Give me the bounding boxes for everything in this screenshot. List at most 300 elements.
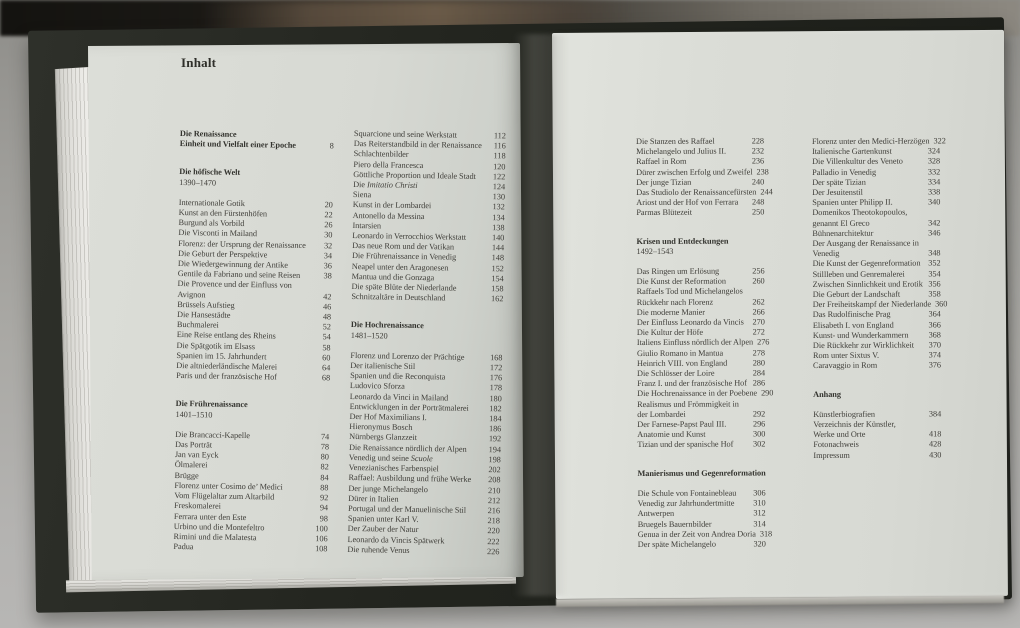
toc-entry-label: Florenz und Lorenzo der Prächtige (350, 350, 465, 362)
toc-entry-label: Der Farnese-Papst Paul III. (637, 419, 727, 430)
toc-entry-label: Die höfische Welt (179, 167, 241, 178)
toc-page-number: 94 (319, 503, 329, 513)
toc-entry-label: Caravaggio in Rom (812, 361, 878, 371)
toc-page-number: 152 (491, 263, 504, 274)
toc-entry (637, 277, 765, 288)
toc-entry-label: Die Spätgotik im Elsass (176, 340, 256, 351)
toc-entry-label: Das Porträt (174, 440, 213, 450)
toc-entry (813, 279, 941, 290)
toc-entry (636, 157, 764, 168)
toc-page-number: 302 (753, 439, 766, 449)
toc-entry (813, 351, 941, 362)
toc-entry (637, 307, 765, 318)
toc-page-number: 270 (752, 317, 765, 327)
toc-entry-label: Kunst an den Fürstenhöfen (178, 208, 268, 219)
toc-entry-label: Dürer in Italien (348, 493, 399, 504)
toc-page-number: 352 (928, 258, 941, 268)
toc-page-number: 178 (489, 383, 503, 393)
toc-page-number: 212 (487, 495, 501, 506)
toc-entry-label: Künstlerbiografien (813, 409, 876, 419)
toc-entry-label: Tizian und der spanische Hof (637, 440, 734, 450)
toc-entry (812, 238, 940, 259)
toc-page-number: 22 (324, 210, 333, 220)
toc-entry-label: Paris und der französische Hof (176, 371, 277, 382)
toc-page-number: 84 (320, 472, 329, 483)
toc-entry-label: Die altniederländische Malerei (176, 361, 278, 372)
toc-page-number: 100 (315, 523, 328, 534)
toc-entry (812, 157, 940, 168)
toc-page-number: 198 (488, 455, 501, 465)
toc-column-right-2 (812, 136, 948, 460)
toc-entry (812, 136, 946, 147)
toc-entry (813, 289, 941, 300)
toc-entry-label: Die späte Blüte der Niederlande (351, 282, 457, 293)
toc-entry-label: Die Hochrenaissance (350, 320, 424, 331)
toc-page-number: 48 (322, 312, 332, 322)
toc-entry (351, 292, 503, 305)
toc-page-number: 260 (752, 276, 765, 286)
toc-entry (638, 509, 766, 520)
toc-entry (636, 208, 764, 219)
toc-page-number: 266 (752, 307, 765, 317)
toc-entry-label: Der späte Michelangelo (637, 539, 716, 549)
toc-page-number: 42 (323, 291, 332, 302)
toc-entry (813, 440, 941, 451)
toc-page-number: 144 (491, 243, 505, 253)
toc-entry-label: Die Visconti in Mailand (178, 228, 258, 239)
toc-entry (636, 198, 764, 209)
toc-page-number: 34 (323, 251, 333, 261)
toc-page-number: 340 (927, 197, 941, 207)
toc-entry (637, 328, 765, 339)
toc-page-number: 286 (752, 378, 766, 388)
toc-entry (638, 499, 766, 510)
toc-section-heading (637, 468, 765, 479)
toc-entry (637, 430, 765, 441)
toc-page-number: 376 (928, 360, 942, 370)
toc-page-number: 320 (753, 539, 766, 549)
toc-entry (813, 330, 941, 341)
toc-entry-label: Der junge Tizian (636, 177, 692, 187)
toc-page-number: 80 (320, 452, 329, 462)
toc-entry (812, 228, 940, 239)
toc-entry-label: Die Renaissance nördlich der Alpen (348, 442, 467, 454)
toc-page-number: 222 (487, 536, 500, 546)
toc-entry (637, 317, 765, 328)
toc-entry-label: Anatomie und Kunst (637, 429, 706, 440)
toc-entry-label: Spanien unter Karl V. (347, 514, 419, 525)
toc-entry-label: Bruegels Bauernbilder (637, 519, 712, 529)
toc-page-number: 32 (323, 240, 333, 251)
toc-entry-label: Die Schule von Fontainebleau (637, 488, 737, 498)
toc-entry-label: Burgund als Vorbild (178, 218, 245, 229)
toc-page-number: 8 (329, 141, 334, 151)
toc-entry-label: Fotonachweis (813, 440, 859, 450)
toc-entry-label: Freskomalerei (174, 501, 221, 511)
toc-page-number: 324 (927, 146, 941, 156)
toc-page-number: 356 (928, 279, 941, 289)
toc-page-number: 256 (752, 266, 765, 276)
toc-page-number: 106 (315, 534, 328, 544)
toc-page-number: 162 (490, 294, 504, 304)
toc-section-heading (175, 399, 329, 422)
toc-page-number: 318 (759, 529, 773, 539)
toc-entry-label: Die Frührenaissance (175, 399, 248, 410)
toc-section-heading (813, 389, 941, 400)
toc-page-number: 186 (488, 424, 502, 434)
toc-entry (812, 187, 940, 198)
toc-page-number: 250 (752, 207, 765, 217)
toc-entry-label: Jan van Eyck (174, 450, 219, 460)
toc-entry-label: Das Studiolo der Renaissancefürsten (636, 187, 757, 198)
toc-entry-label: Raffaels Tod und Michelangelos (636, 286, 743, 297)
toc-page-number: 220 (487, 526, 500, 536)
toc-entry-label: Elisabeth I. von England (812, 320, 894, 330)
toc-page-number: 262 (752, 297, 765, 307)
toc-entry (813, 409, 941, 420)
toc-entry-label: Squarcione und seine Werkstatt (353, 129, 457, 140)
toc-page-number: 36 (323, 261, 332, 271)
toc-entry-label: Genua in der Zeit von Andrea Doria (637, 529, 756, 539)
toc-entry (813, 269, 941, 280)
toc-entry-label: Mantua und die Gonzaga (351, 271, 435, 283)
toc-page-number: 116 (493, 141, 506, 151)
toc-entry (637, 529, 773, 540)
toc-page-number: 348 (928, 248, 941, 258)
toc-entry-label: Stillleben und Genremalerei (812, 269, 905, 279)
toc-entry-label: Die ruhende Venus (347, 544, 410, 555)
toc-entry-label: Florenz unter den Medici-Herzögen (812, 136, 930, 146)
toc-entry-label: Das Ringen um Erlösung (636, 266, 720, 277)
toc-section-date: 1492–1543 (636, 246, 674, 256)
toc-entry-label: Domenikos Theotokopoulos, (812, 208, 908, 218)
toc-entry-label: Der italienische Stil (350, 361, 416, 372)
toc-page-number: 64 (321, 363, 331, 373)
toc-page-number: 74 (320, 432, 330, 442)
toc-column-left-1 (173, 129, 334, 555)
toc-entry-label: Das Reiterstandbild in der Renaissance (353, 139, 482, 151)
toc-entry-label: Entwicklungen in der Porträtmalerei (349, 401, 469, 413)
toc-page-number: 292 (752, 409, 766, 419)
toc-entry-label: Nürnbergs Glanzzeit (349, 432, 418, 443)
toc-entry-label: Venedig und seine Scuole (348, 452, 433, 464)
toc-entry-label: Anhang (813, 389, 841, 399)
toc-page-number: 370 (928, 340, 941, 350)
toc-page-number: 88 (320, 483, 329, 493)
toc-page-number: 184 (489, 414, 502, 424)
toc-page-number: 314 (753, 518, 766, 528)
toc-entry (638, 519, 766, 530)
toc-entry (812, 208, 940, 229)
toc-entry (637, 266, 765, 277)
toc-page-number: 284 (752, 368, 766, 378)
toc-page-number: 158 (491, 284, 504, 294)
toc-entry-label: Schnitzaltäre in Deutschland (351, 292, 446, 303)
toc-entry-label: Michelangelo und Julius II. (636, 146, 726, 157)
toc-page-number: 332 (927, 167, 941, 177)
toc-page-number: 112 (493, 131, 506, 141)
toc-page-number: 238 (756, 167, 769, 177)
toc-entry-label: Die Renaissance (179, 129, 237, 139)
toc-page-number: 240 (751, 177, 765, 187)
toc-page-number: 192 (488, 434, 502, 444)
toc-entry-label: Einheit und Vielfalt einer Epoche (179, 139, 297, 151)
toc-page-number: 108 (315, 544, 328, 554)
toc-section-heading (179, 167, 333, 190)
toc-entry (813, 341, 941, 352)
toc-entry (637, 420, 765, 431)
toc-entry (636, 147, 764, 158)
toc-entry-label: Antwerpen (637, 509, 675, 519)
toc-entry-label: Die Villenkultur des Veneto (812, 157, 903, 167)
toc-entry-label: Intarsien (352, 220, 382, 231)
toc-page-number: 226 (487, 546, 500, 557)
toc-page-number: 148 (491, 253, 505, 263)
toc-entry (637, 287, 765, 308)
toc-page-number: 120 (493, 161, 506, 171)
toc-entry (812, 177, 940, 188)
toc-entry-label: Leonardo in Verrocchios Werkstatt (352, 231, 467, 242)
toc-entry-label: Brüssels Aufstieg (177, 299, 235, 310)
page-title: Inhalt (181, 55, 217, 70)
toc-entry (813, 420, 941, 441)
toc-entry-label: Die Provence und der Einfluss von (177, 279, 292, 291)
toc-entry-label: Der Zauber der Natur (347, 524, 419, 535)
toc-page-number: 366 (928, 320, 941, 330)
toc-entry-label: Venedig (812, 249, 840, 259)
toc-entry (637, 399, 765, 420)
toc-entry-label: Kunst in der Lombardei (352, 200, 432, 211)
toc-page-number: 60 (322, 353, 331, 363)
toc-entry-label: Der Einfluss Leonardo da Vincis (636, 317, 744, 328)
toc-entry-label: Rückkehr nach Florenz (636, 297, 714, 307)
toc-page-number: 334 (927, 177, 941, 187)
toc-page-number: 296 (752, 419, 766, 429)
toc-entry-label: Leonardo da Vincis Spätwerk (347, 534, 445, 545)
toc-section-heading (351, 320, 503, 343)
toc-entry-label: Spanien unter Philipp II. (812, 197, 893, 208)
toc-entry-label: Portugal und der Manuelinische Stil (347, 503, 467, 515)
toc-page-number: 290 (761, 388, 774, 398)
toc-entry-label: Realismus und Frömmigkeit in (637, 399, 739, 409)
toc-entry-label: Vom Flügelaltar zum Altarbild (174, 491, 275, 502)
toc-page-number: 276 (757, 337, 770, 347)
toc-page-number: 368 (928, 330, 941, 340)
toc-page-number: 232 (751, 146, 765, 156)
toc-page-number: 428 (929, 439, 942, 449)
toc-entry-label: Spanien im 15. Jahrhundert (176, 350, 267, 362)
toc-page-number: 430 (929, 450, 942, 460)
toc-entry-label: Das neue Rom und der Vatikan (352, 241, 455, 252)
toc-entry-label: Franz I. und der französische Hof (637, 378, 747, 389)
toc-entry-label: Die Wiedergewinnung der Antike (177, 259, 289, 270)
toc-entry-label: Ölmalerei (174, 460, 208, 470)
toc-entry (637, 388, 774, 400)
toc-entry-label: Impressum (813, 450, 850, 460)
toc-page-number: 358 (928, 289, 941, 299)
toc-entry-label: Bühnenarchitektur (812, 228, 874, 238)
toc-entry-label: Florenz unter Cosimo de’ Medici (174, 480, 283, 492)
toc-entry-label: Palladio in Venedig (812, 167, 877, 177)
toc-page-number: 132 (492, 202, 505, 212)
toc-entry-label: Zwischen Sinnlichkeit und Erotik (812, 279, 923, 289)
toc-page-number: 38 (323, 271, 332, 281)
toc-page-number: 328 (927, 156, 941, 166)
toc-entry-label: Florenz: der Ursprung der Renaissance (178, 238, 306, 250)
toc-page-number: 210 (487, 485, 501, 495)
toc-page-number: 134 (492, 212, 505, 223)
toc-entry (637, 358, 765, 369)
toc-page-number: 310 (753, 498, 766, 508)
toc-page-number: 180 (489, 393, 502, 404)
toc-page-number: 54 (322, 332, 331, 342)
toc-entry-label: Siena (352, 190, 372, 200)
toc-entry-label: Raffael: Ausbildung und frühe Werke (348, 473, 472, 485)
toc-page-number: 248 (751, 197, 765, 207)
toc-page-number: 338 (927, 187, 941, 197)
toc-entry-label: Die Kunst der Reformation (636, 276, 726, 287)
toc-page-number: 216 (487, 506, 501, 516)
toc-entry-label: Die Rückkehr zur Wirklichkeit (812, 340, 914, 351)
toc-page-number: 78 (320, 442, 330, 452)
toc-entry-label: Die moderne Manier (636, 307, 706, 317)
toc-page-number: 140 (491, 233, 505, 243)
toc-entry (636, 136, 764, 147)
toc-entry-label: Der Hof Maximilians I. (349, 412, 427, 423)
toc-entry-label: Dürer zwischen Erfolg und Zweifel (636, 167, 753, 177)
toc-entry (637, 440, 765, 451)
toc-section-date: 1390–1470 (179, 177, 217, 188)
toc-entry (812, 167, 940, 178)
toc-section-heading (180, 129, 334, 152)
toc-page-number: 364 (928, 309, 941, 319)
toc-page-number: 52 (322, 322, 331, 332)
toc-entry-label: Der Ausgang der Renaissance in (812, 238, 919, 249)
toc-entry-label: Ferrara unter den Este (173, 511, 247, 522)
toc-page-number: 236 (751, 156, 765, 166)
toc-column-left-2 (347, 129, 506, 557)
toc-entry-label: Kunst- und Wunderkammern (812, 330, 909, 340)
toc-entry-label: Verzeichnis der Künstler, (813, 419, 896, 430)
toc-page-number: 154 (491, 274, 504, 284)
toc-page-number: 208 (488, 475, 501, 485)
toc-entry-label: Internationale Gotik (178, 197, 245, 208)
toc-entry-label: genannt El Greco (812, 218, 870, 228)
toc-entry-label: Die Kunst der Gegenreformation (812, 258, 921, 269)
toc-entry-label: Leonardo da Vinci in Mailand (349, 391, 449, 403)
toc-entry-label: Die Hochrenaissance in der Poebene (637, 388, 758, 399)
toc-entry-label: Der Jesuitenstil (812, 187, 863, 198)
toc-entry-label: Die Schlösser der Loire (637, 368, 715, 379)
toc-page-number: 384 (928, 409, 942, 419)
toc-page-number: 176 (489, 373, 503, 383)
toc-entry (636, 337, 770, 349)
toc-entry-label: Die Hansestädte (177, 310, 231, 320)
toc-page-number: 272 (752, 327, 765, 337)
toc-entry-label: Urbino und die Montefeltro (173, 521, 265, 533)
toc-entry-label: Giulio Romano in Mantua (636, 348, 724, 358)
toc-entry (813, 259, 941, 270)
toc-page-number: 30 (324, 230, 333, 240)
toc-entry-label: Der Freiheitskampf der Niederlande (812, 299, 932, 310)
toc-page-number: 202 (488, 465, 501, 475)
toc-entry (177, 279, 331, 302)
toc-entry-label: Piero della Francesca (353, 159, 424, 170)
toc-entry (638, 539, 766, 550)
toc-page-number: 82 (320, 462, 329, 472)
toc-page-number: 98 (319, 513, 328, 523)
toc-entry-label: Hieronymus Bosch (349, 422, 413, 433)
toc-page-number: 354 (928, 269, 941, 279)
toc-page-number: 26 (324, 220, 333, 230)
toc-page-number: 360 (935, 299, 948, 309)
toc-page-number: 418 (928, 429, 942, 439)
toc-page-number: 58 (322, 342, 331, 353)
toc-entry-label: Venezianisches Farbenspiel (348, 463, 439, 474)
toc-entry (176, 371, 330, 384)
toc-entry-label: Buchmalerei (176, 320, 219, 330)
toc-section-date: 1401–1510 (175, 409, 213, 420)
toc-entry-label: Die Stanzen des Raffael (636, 136, 715, 146)
toc-entry (812, 198, 940, 209)
toc-page-number: 124 (492, 182, 506, 192)
toc-entry-label: Rom unter Sixtus V. (812, 350, 880, 361)
toc-entry (636, 187, 773, 198)
toc-entry-label: Raffael in Rom (636, 157, 687, 167)
toc-page-number: 278 (752, 348, 765, 358)
toc-page-number: 306 (753, 488, 766, 498)
toc-page-number: 68 (321, 373, 331, 383)
toc-entry (813, 320, 941, 331)
toc-column-right-1 (636, 136, 774, 550)
toc-entry-label: Die Brancacci-Kapelle (175, 429, 250, 441)
toc-page-number: 228 (751, 136, 765, 146)
toc-entry-label: Göttliche Proportion und Ideale Stadt (353, 169, 476, 181)
toc-section-heading (636, 236, 764, 257)
toc-entry-label: Die Frührenaissance in Venedig (351, 251, 457, 263)
toc-entry-label: Rimini und die Malatesta (173, 531, 257, 543)
toc-page-number: 280 (752, 358, 766, 368)
toc-entry-label: Neapel unter den Aragonesen (351, 261, 449, 273)
toc-entry (637, 369, 765, 380)
toc-entry-label: Eine Reise entlang des Rheins (176, 330, 276, 341)
toc-entry-label: Heinrich VIII. von England (636, 358, 728, 368)
toc-page-number: 130 (492, 192, 506, 202)
toc-page-number: 118 (493, 151, 506, 161)
toc-entry-label: Krisen und Entdeckungen (636, 236, 729, 246)
toc-page-number: 346 (928, 228, 941, 238)
toc-page-number: 342 (928, 218, 941, 228)
toc-entry-label: Werke und Orte (813, 430, 866, 440)
toc-page-number: 244 (760, 187, 773, 197)
toc-page-number: 300 (752, 429, 766, 439)
toc-entry-label: Parmas Blütezeit (636, 208, 693, 218)
toc-page-number: 20 (324, 200, 333, 210)
toc-entry (637, 348, 765, 359)
toc-page-number: 322 (933, 136, 946, 146)
toc-page-number: 92 (319, 493, 329, 503)
toc-entry-label: Der späte Tizian (812, 177, 866, 187)
toc-entry-label: Ludovico Sforza (349, 381, 405, 392)
toc-entry-label: Italienische Gartenkunst (812, 146, 892, 157)
toc-entry-label: Padua (173, 542, 194, 552)
toc-entry-label: Der junge Michelangelo (348, 483, 428, 494)
toc-entry (813, 450, 941, 461)
toc-page-number: 182 (489, 404, 502, 414)
toc-entry (636, 177, 764, 188)
toc-entry-label: Die Geburt der Landschaft (812, 289, 901, 300)
toc-page-number: 138 (492, 223, 505, 233)
